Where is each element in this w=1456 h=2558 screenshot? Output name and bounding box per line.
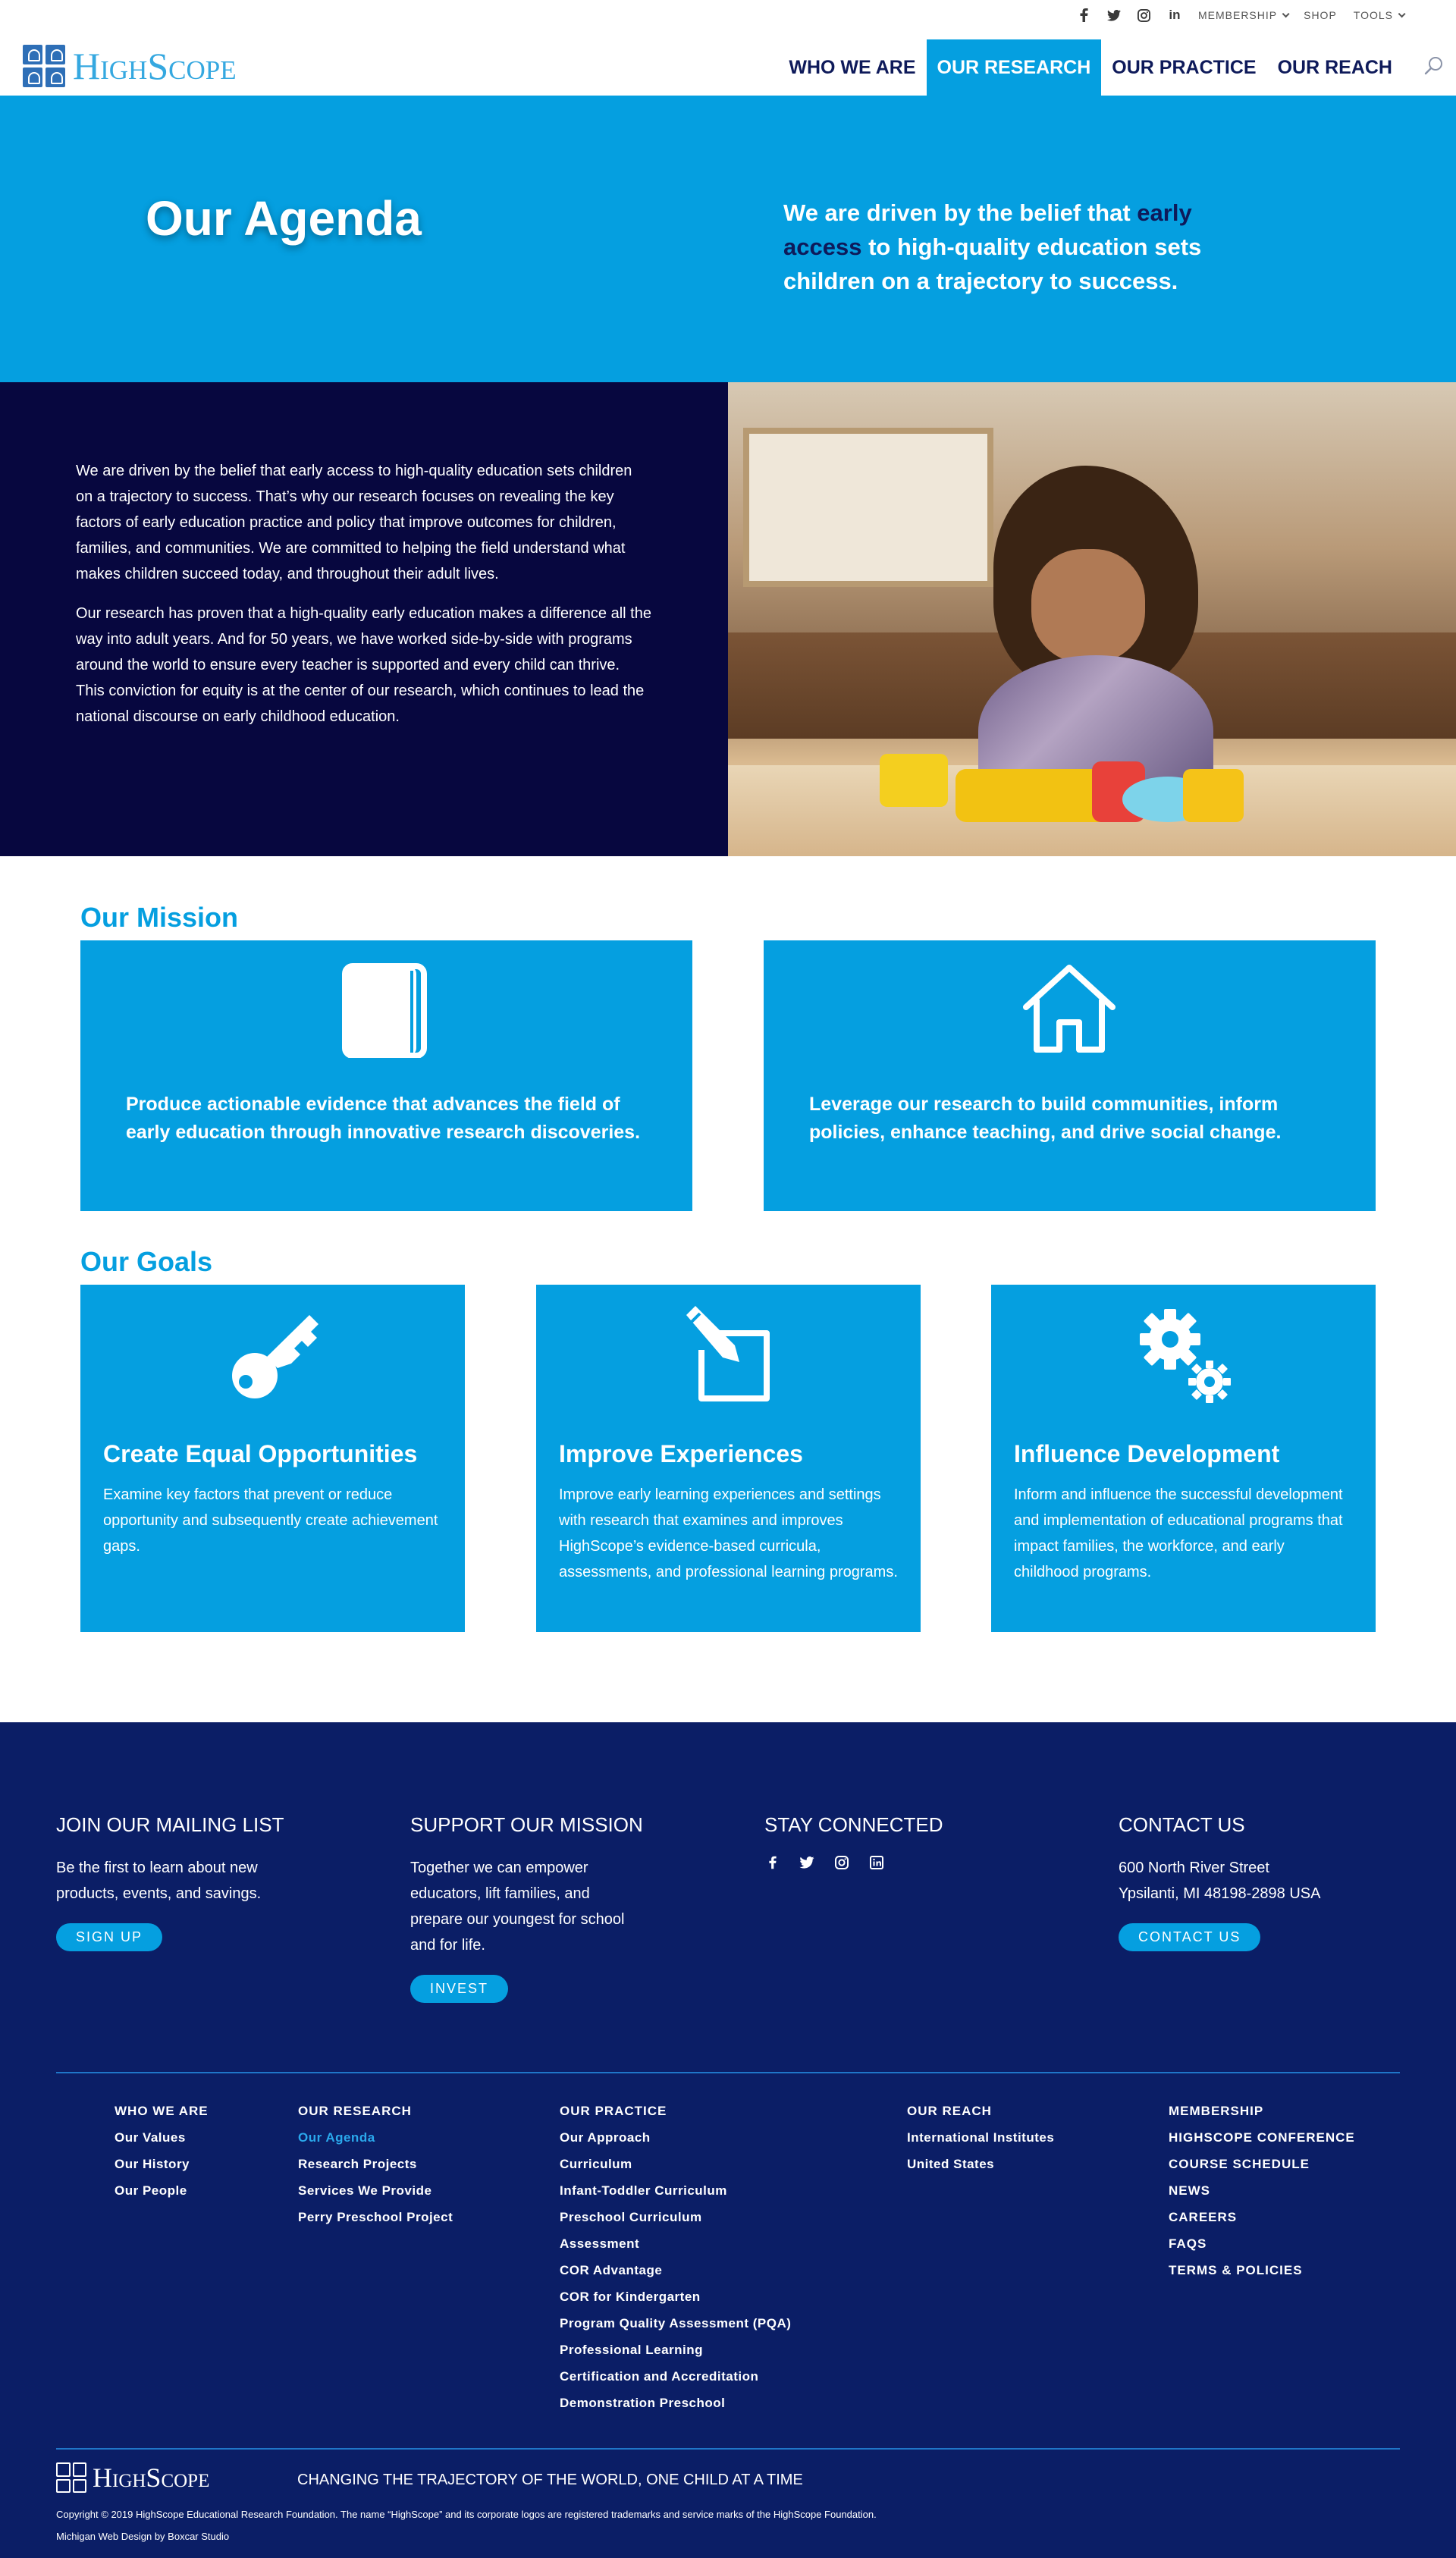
footer-credit[interactable]: Michigan Web Design by Boxcar Studio — [56, 2531, 230, 2542]
footer-divider — [56, 2448, 1400, 2450]
hero-banner — [0, 96, 1456, 382]
footer-support-title: SUPPORT OUR MISSION — [410, 1813, 643, 1836]
goal-title: Influence Development — [1014, 1440, 1280, 1467]
footer-link[interactable]: HIGHSCOPE CONFERENCE — [1169, 2130, 1355, 2145]
nav-our-reach[interactable]: OUR REACH — [1277, 56, 1392, 78]
utility-link-shop[interactable] — [1304, 9, 1337, 21]
footer-link[interactable]: COR Advantage — [560, 2263, 663, 2277]
utility-link-label: SHOP — [1304, 9, 1337, 21]
mission-heading: Our Mission — [80, 902, 239, 933]
mission-card — [80, 940, 692, 1211]
footer-support — [410, 1813, 645, 2003]
twitter-icon[interactable] — [1107, 8, 1121, 22]
nav-our-practice[interactable]: OUR PRACTICE — [1112, 56, 1257, 78]
footer-link[interactable]: Professional Learning — [560, 2343, 704, 2357]
footer-link[interactable]: NEWS — [1169, 2183, 1210, 2198]
mission-text: Produce actionable evidence that advances the field of early education through innovative research discoveries. — [126, 1094, 641, 1143]
footer-address — [1119, 1855, 1369, 1907]
main-navigation — [778, 39, 1403, 96]
footer-mailing-title: JOIN OUR MAILING LIST — [56, 1813, 284, 1836]
footer-link-heading[interactable]: OUR PRACTICE — [560, 2104, 667, 2118]
utility-bar — [0, 0, 1456, 30]
house-icon — [1021, 963, 1117, 1054]
mission-goals-section — [0, 856, 1456, 1722]
mission-card — [764, 940, 1376, 1211]
footer-link[interactable]: Our People — [115, 2183, 187, 2198]
footer-social-links — [764, 1855, 1015, 1870]
linkedin-text: in — [1169, 8, 1181, 22]
hero-quote-before: We are driven by the belief that — [783, 199, 1138, 226]
footer-links-our-research — [298, 2098, 453, 2230]
instagram-icon[interactable] — [1138, 8, 1151, 22]
linkedin-icon[interactable] — [1168, 8, 1181, 22]
facebook-icon[interactable] — [1077, 8, 1090, 22]
footer-link[interactable]: CAREERS — [1169, 2210, 1238, 2224]
facebook-icon[interactable] — [764, 1855, 780, 1870]
book-icon — [340, 963, 431, 1058]
footer-links-who-we-are — [115, 2098, 209, 2204]
footer-contact — [1119, 1813, 1369, 1951]
footer-link[interactable]: Certification and Accreditation — [560, 2369, 759, 2384]
footer-link[interactable]: Program Quality Assessment (PQA) — [560, 2316, 792, 2330]
instagram-icon[interactable] — [834, 1855, 849, 1870]
footer-tagline: CHANGING THE TRAJECTORY OF THE WORLD, ONE CHILD AT A TIME — [297, 2472, 803, 2488]
child-playing-photo — [728, 382, 1456, 856]
footer-contact-title: CONTACT US — [1119, 1813, 1245, 1836]
nav-who-we-are[interactable]: WHO WE ARE — [789, 56, 916, 78]
footer-support-text: Together we can empower educators, lift families, and prepare our youngest for school and for life. — [410, 1860, 625, 1954]
logo-text: HighScope — [73, 45, 237, 87]
footer-link[interactable]: Perry Preschool Project — [298, 2210, 453, 2224]
edit-icon — [680, 1306, 779, 1405]
utility-link-membership[interactable] — [1198, 9, 1287, 21]
mission-text: Leverage our research to build communities, inform policies, enhance teaching, and drive social change. — [809, 1094, 1282, 1143]
footer-links-our-reach — [907, 2098, 1054, 2177]
footer-link[interactable]: Our Approach — [560, 2130, 651, 2145]
footer-link-heading[interactable]: MEMBERSHIP — [1169, 2104, 1264, 2118]
invest-button[interactable]: INVEST — [410, 1975, 508, 2003]
address-line: Ypsilanti, MI 48198-2898 USA — [1119, 1885, 1321, 1902]
footer-link[interactable]: COR for Kindergarten — [560, 2290, 701, 2304]
utility-link-tools[interactable] — [1354, 9, 1403, 21]
twitter-icon[interactable] — [799, 1855, 814, 1870]
footer-link[interactable]: TERMS & POLICIES — [1169, 2263, 1303, 2277]
intro-text — [0, 382, 728, 856]
goals-heading: Our Goals — [80, 1246, 213, 1277]
gears-icon — [1135, 1306, 1234, 1405]
footer-links-membership — [1169, 2098, 1355, 2283]
footer-link[interactable]: United States — [907, 2157, 995, 2171]
address-line: 600 North River Street — [1119, 1860, 1269, 1876]
footer-link[interactable]: International Institutes — [907, 2130, 1055, 2145]
footer-link-heading[interactable]: WHO WE ARE — [115, 2104, 209, 2118]
search-icon[interactable] — [1424, 56, 1444, 76]
utility-link-label: TOOLS — [1353, 9, 1393, 21]
footer-connected-title: STAY CONNECTED — [764, 1813, 943, 1836]
footer-copyright: Copyright © 2019 HighScope Educational Research Foundation. The name “HighScope” and its corporate logos are registered trademarks and service marks of the HighScope Foundation. — [56, 2509, 877, 2520]
footer-connected — [764, 1813, 1015, 1870]
footer-mailing-text: Be the first to learn about new products, events, and savings. — [56, 1860, 262, 1902]
footer-link[interactable]: Our Values — [115, 2130, 186, 2145]
footer-link-heading[interactable]: OUR RESEARCH — [298, 2104, 412, 2118]
hero-quote-after: to high-quality education sets children on a trajectory to success. — [783, 234, 1202, 294]
sign-up-button[interactable]: SIGN UP — [56, 1923, 162, 1951]
highscope-logo-mark — [23, 45, 65, 87]
footer-link[interactable]: FAQS — [1169, 2236, 1207, 2251]
goal-title: Improve Experiences — [559, 1440, 803, 1467]
goal-card — [536, 1285, 921, 1632]
goal-card — [80, 1285, 465, 1632]
page-title: Our Agenda — [146, 191, 422, 246]
goal-title: Create Equal Opportunities — [103, 1440, 418, 1467]
intro-section — [0, 382, 1456, 856]
footer-link[interactable]: Preschool Curriculum — [560, 2210, 702, 2224]
hero-quote — [783, 196, 1254, 298]
goal-text: Inform and influence the successful development and implementation of educational programs that impact families, the workforce, and early childhood programs. — [1014, 1486, 1343, 1580]
utility-link-label: MEMBERSHIP — [1197, 9, 1278, 21]
footer-link[interactable]: Curriculum — [560, 2157, 632, 2171]
footer-link[interactable]: Our History — [115, 2157, 190, 2171]
site-footer — [0, 1722, 1456, 2558]
goal-text: Improve early learning experiences and settings with research that examines and improves HighScope’s evidence-based curricula, assessments, and professional learning programs. — [559, 1486, 898, 1580]
footer-link[interactable]: Assessment — [560, 2236, 640, 2251]
contact-us-button[interactable]: CONTACT US — [1119, 1923, 1260, 1951]
goal-text: Examine key factors that prevent or reduce opportunity and subsequently create achievement gaps. — [103, 1486, 438, 1555]
site-header — [0, 30, 1456, 96]
footer-link-heading[interactable]: OUR REACH — [907, 2104, 992, 2118]
footer-links-our-practice — [560, 2098, 791, 2416]
footer-link-current[interactable]: Our Agenda — [298, 2130, 375, 2145]
utility-social-links — [1077, 8, 1181, 22]
footer-link[interactable]: COURSE SCHEDULE — [1169, 2157, 1310, 2171]
linkedin-icon[interactable] — [869, 1855, 884, 1870]
footer-logo-text: HighScope — [93, 2462, 210, 2493]
highscope-logo-mark — [56, 2462, 86, 2493]
footer-logo[interactable] — [56, 2462, 209, 2494]
footer-link[interactable]: Demonstration Preschool — [560, 2396, 726, 2410]
footer-link[interactable]: Infant-Toddler Curriculum — [560, 2183, 727, 2198]
chevron-down-icon — [1282, 10, 1290, 17]
site-logo[interactable] — [23, 44, 237, 88]
nav-our-research[interactable]: OUR RESEARCH — [927, 39, 1102, 96]
key-icon — [224, 1306, 323, 1405]
intro-paragraph: Our research has proven that a high-quality early education makes a difference all the way into adult years. And for 50 years, we have worked side-by-side with programs around the world to ensure every teacher is supported and every child can thrive. This conviction for equity is at the center of our research, which continues to lead the national discourse on early childhood education. — [76, 605, 651, 725]
footer-link[interactable]: Research Projects — [298, 2157, 417, 2171]
footer-link[interactable]: Services We Provide — [298, 2183, 432, 2198]
footer-divider — [56, 2072, 1400, 2073]
intro-paragraph: We are driven by the belief that early access to high-quality education sets children on a trajectory to success. That’s why our research focuses on revealing the key factors of early education practice and policy that improve outcomes for children, families, and communities. We are committed to helping the field understand what makes children succeed today, and throughout their adult lives. — [76, 463, 632, 582]
goal-card — [991, 1285, 1376, 1632]
hero-quote-highlight: early access — [783, 199, 1192, 260]
footer-mailing — [56, 1813, 306, 1951]
chevron-down-icon — [1398, 10, 1406, 17]
